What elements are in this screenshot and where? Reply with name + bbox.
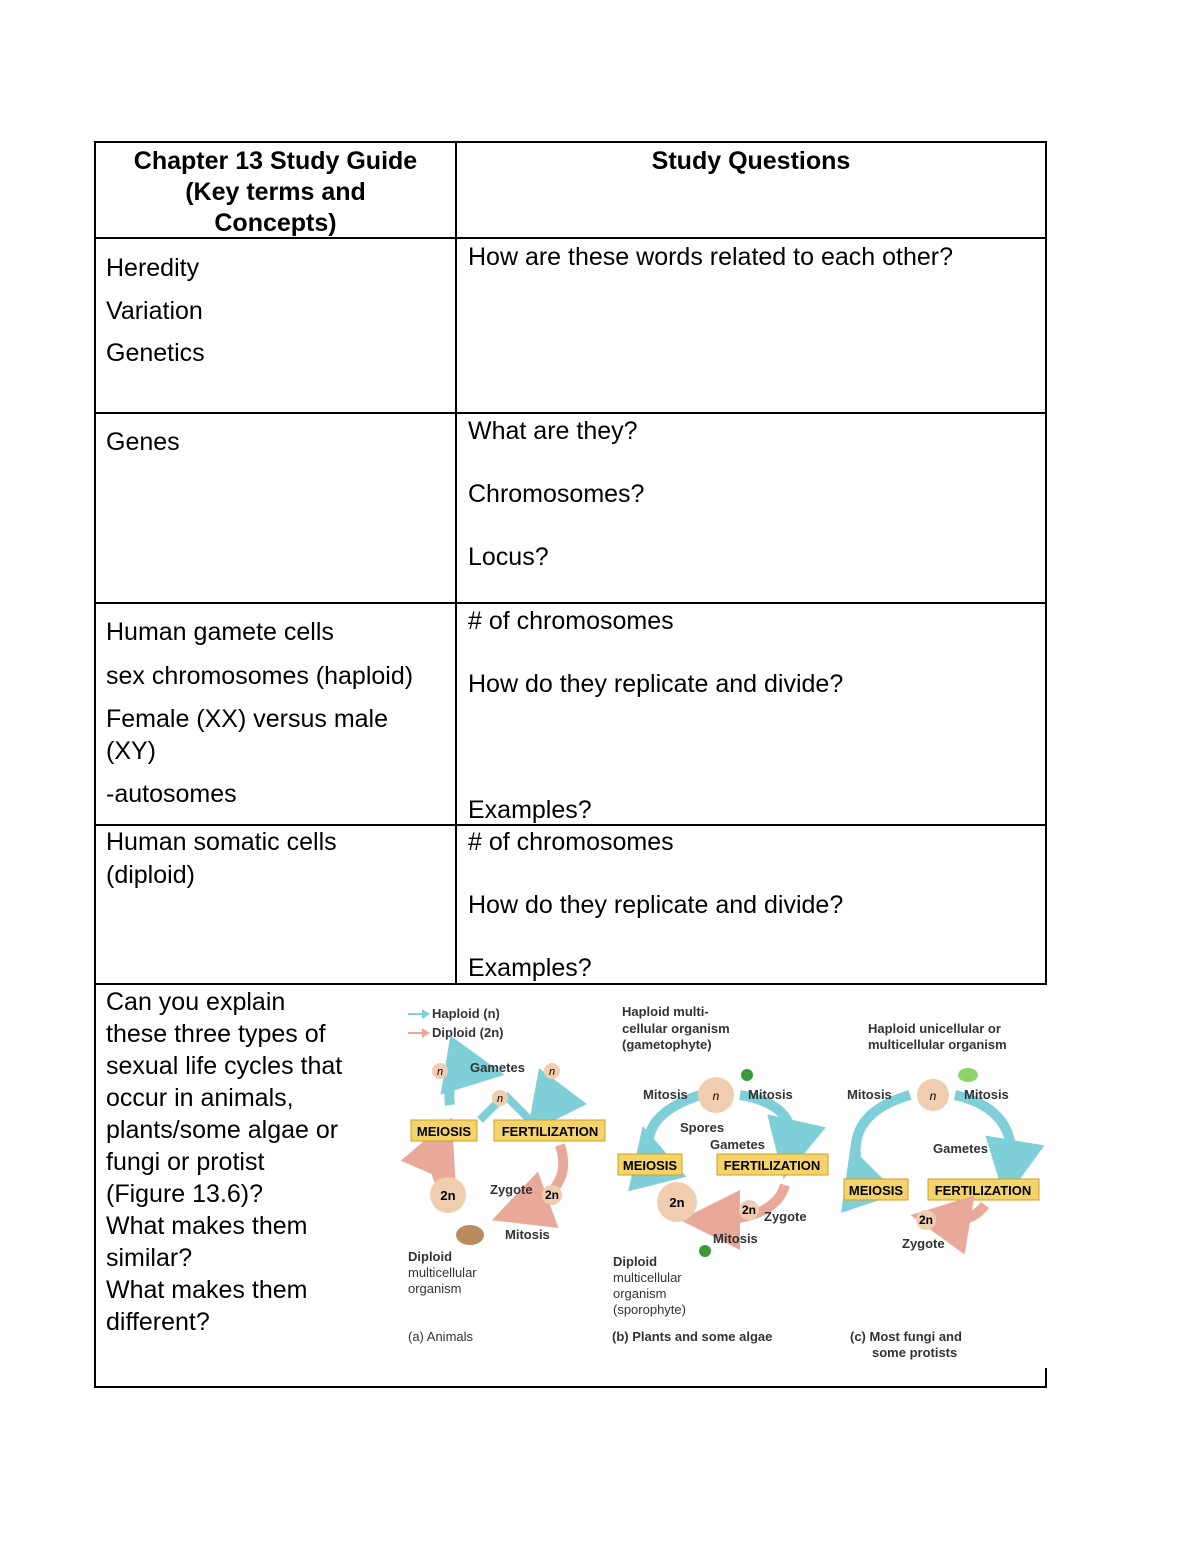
question: # of chromosomes xyxy=(468,607,674,635)
question: Examples? xyxy=(468,954,592,982)
haploid-arrow-icon xyxy=(408,1009,430,1019)
gametophyte-plant-icon xyxy=(741,1069,753,1081)
svg-text:Gametes: Gametes xyxy=(710,1137,765,1152)
term: Genes xyxy=(106,428,180,456)
svg-text:2n: 2n xyxy=(741,1203,757,1217)
header-right-title: Study Questions xyxy=(651,147,851,175)
questions-cell xyxy=(457,826,1045,983)
svg-text:n: n xyxy=(548,1066,556,1078)
header-left-cell xyxy=(96,143,457,237)
svg-text:n: n xyxy=(929,1089,937,1103)
meiosis-label: MEIOSIS xyxy=(416,1124,472,1139)
panel-fungi xyxy=(844,1021,1039,1360)
svg-text:Gametes: Gametes xyxy=(470,1060,525,1075)
prompt-line: What makes them xyxy=(106,1276,308,1304)
svg-text:Mitosis: Mitosis xyxy=(964,1087,1009,1102)
term: Human somatic cells xyxy=(106,828,337,856)
svg-text:2n: 2n xyxy=(544,1188,560,1202)
caption-c-2: some protists xyxy=(872,1345,958,1360)
svg-text:organism: organism xyxy=(408,1281,462,1296)
terms-cell xyxy=(96,826,457,983)
question: How do they replicate and divide? xyxy=(468,670,844,698)
panel-plants xyxy=(612,1004,828,1344)
svg-text:Zygote: Zygote xyxy=(764,1209,807,1224)
svg-text:Zygote: Zygote xyxy=(490,1182,533,1197)
unicell-organism-icon xyxy=(958,1068,978,1082)
svg-text:Haploid multi-: Haploid multi- xyxy=(622,1004,709,1019)
table-row xyxy=(94,824,1047,983)
svg-text:multicellular: multicellular xyxy=(408,1265,477,1280)
figure-legend xyxy=(408,1006,504,1040)
mouse-icon xyxy=(456,1225,484,1245)
svg-text:Mitosis: Mitosis xyxy=(643,1087,688,1102)
svg-text:(gametophyte): (gametophyte) xyxy=(622,1037,712,1052)
term: -autosomes xyxy=(106,780,237,808)
term: sex chromosomes (haploid) xyxy=(106,662,414,690)
terms-cell xyxy=(96,239,457,412)
svg-text:Haploid unicellular or: Haploid unicellular or xyxy=(868,1021,1001,1036)
questions-cell xyxy=(457,239,1045,412)
question: How do they replicate and divide? xyxy=(468,891,844,919)
prompt-line: similar? xyxy=(106,1244,193,1272)
svg-text:n: n xyxy=(496,1093,504,1105)
question: How are these words related to each other? xyxy=(468,243,953,271)
prompt-line: these three types of xyxy=(106,1020,326,1048)
table-row xyxy=(94,412,1047,602)
right-border-stub xyxy=(1045,1368,1047,1388)
terms-cell xyxy=(96,414,457,602)
svg-text:MEIOSIS: MEIOSIS xyxy=(848,1183,904,1198)
legend-diploid: Diploid (2n) xyxy=(432,1025,504,1040)
question: # of chromosomes xyxy=(468,828,674,856)
svg-text:FERTILIZATION: FERTILIZATION xyxy=(934,1183,1032,1198)
questions-cell xyxy=(457,414,1045,602)
svg-text:(sporophyte): (sporophyte) xyxy=(613,1302,686,1317)
svg-text:Mitosis: Mitosis xyxy=(847,1087,892,1102)
svg-text:Mitosis: Mitosis xyxy=(748,1087,793,1102)
prompt-line: What makes them xyxy=(106,1212,308,1240)
questions-cell xyxy=(457,604,1045,824)
legend-haploid: Haploid (n) xyxy=(432,1006,500,1021)
svg-text:Gametes: Gametes xyxy=(933,1141,988,1156)
term: Heredity xyxy=(106,254,200,282)
svg-text:organism: organism xyxy=(613,1286,667,1301)
prompt-line: (Figure 13.6)? xyxy=(106,1180,264,1208)
prompt-line: fungi or protist xyxy=(106,1148,265,1176)
svg-text:2n: 2n xyxy=(440,1188,456,1203)
term: (diploid) xyxy=(106,861,195,889)
caption-b: (b) Plants and some algae xyxy=(612,1329,773,1344)
prompt-line: Can you explain xyxy=(106,988,286,1016)
header-left-line-1: Chapter 13 Study Guide xyxy=(133,147,418,175)
header-row xyxy=(94,141,1047,237)
caption-a: (a) Animals xyxy=(408,1329,474,1344)
caption-c-1: (c) Most fungi and xyxy=(850,1329,962,1344)
term: Human gamete cells xyxy=(106,618,334,646)
question: Locus? xyxy=(468,543,549,571)
svg-text:Mitosis: Mitosis xyxy=(713,1231,758,1246)
svg-text:2n: 2n xyxy=(669,1195,685,1210)
svg-text:MEIOSIS: MEIOSIS xyxy=(622,1158,678,1173)
svg-text:2n: 2n xyxy=(918,1213,934,1227)
question: Chromosomes? xyxy=(468,480,645,508)
panel-animals xyxy=(408,1060,605,1344)
header-left-line-3: Concepts) xyxy=(214,209,337,237)
svg-text:Mitosis: Mitosis xyxy=(505,1227,550,1242)
sporophyte-plant-icon xyxy=(699,1245,711,1257)
fertilization-label: FERTILIZATION xyxy=(501,1124,599,1139)
header-right-cell xyxy=(457,143,1045,237)
table-bottom-border xyxy=(94,1386,1047,1388)
prompt-line: different? xyxy=(106,1308,210,1336)
svg-text:Zygote: Zygote xyxy=(902,1236,945,1251)
svg-text:Diploid: Diploid xyxy=(613,1254,658,1269)
term: Variation xyxy=(106,297,203,325)
svg-text:n: n xyxy=(436,1066,444,1078)
term: Genetics xyxy=(106,339,205,367)
term: (XY) xyxy=(106,737,156,765)
svg-text:multicellular: multicellular xyxy=(613,1270,682,1285)
terms-cell xyxy=(96,604,457,824)
table-row xyxy=(94,237,1047,412)
term: Female (XX) versus male xyxy=(106,705,389,733)
svg-text:FERTILIZATION: FERTILIZATION xyxy=(723,1158,821,1173)
header-left-line-2: (Key terms and xyxy=(185,178,366,206)
prompt-cell xyxy=(106,986,342,1338)
svg-text:Spores: Spores xyxy=(680,1120,725,1135)
svg-text:Diploid: Diploid xyxy=(408,1249,453,1264)
svg-text:multicellular organism: multicellular organism xyxy=(868,1037,1007,1052)
question: What are they? xyxy=(468,417,638,445)
question: Examples? xyxy=(468,796,592,824)
prompt-line: occur in animals, xyxy=(106,1084,294,1112)
svg-text:n: n xyxy=(712,1089,720,1103)
svg-text:cellular organism: cellular organism xyxy=(622,1021,730,1036)
diploid-arrow-icon xyxy=(408,1028,430,1038)
prompt-line: sexual life cycles that xyxy=(106,1052,343,1080)
table-row xyxy=(94,602,1047,824)
prompt-line: plants/some algae or xyxy=(106,1116,339,1144)
life-cycle-figure xyxy=(400,995,1045,1370)
